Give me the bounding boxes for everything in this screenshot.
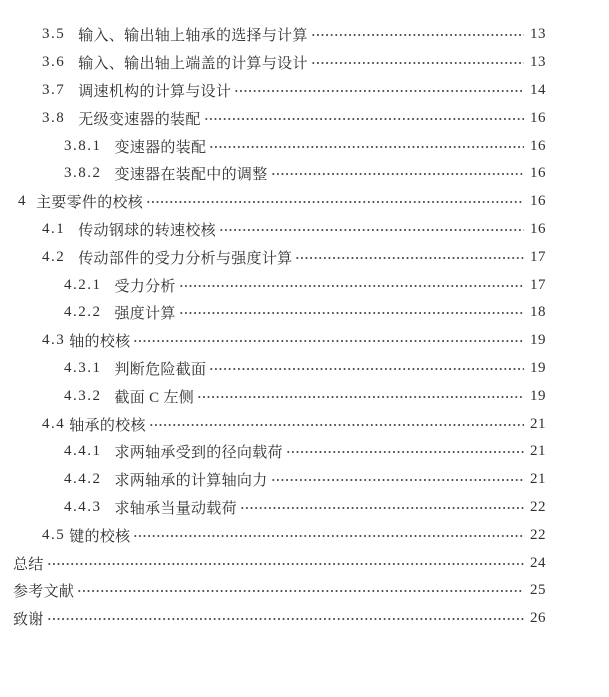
toc-entry[interactable] (0, 494, 546, 522)
entry-title: 键的校核 (69, 528, 131, 545)
entry-number: 3.8 (42, 109, 66, 126)
leader-dots (149, 423, 524, 427)
entry-title: 主要零件的校核 (36, 195, 144, 212)
leader-dots (197, 395, 524, 399)
toc-entry[interactable] (0, 77, 546, 105)
entry-page: 21 (530, 443, 546, 460)
leader-dots (271, 478, 524, 482)
entry-title: 截面 C 左侧 (114, 389, 195, 406)
entry-number: 4.4.3 (64, 498, 102, 515)
entry-title: 判断危险截面 (114, 361, 207, 378)
toc-entry[interactable] (0, 327, 546, 355)
leader-dots (234, 89, 524, 93)
entry-page: 16 (530, 165, 546, 182)
leader-dots (209, 145, 524, 149)
entry-title: 输入、输出轴上端盖的计算与设计 (78, 56, 308, 73)
toc-entry[interactable] (0, 49, 546, 77)
entry-number: 4.3.1 (64, 359, 102, 376)
toc-entry[interactable] (0, 243, 546, 271)
entry-number: 4.2.1 (64, 276, 102, 293)
entry-number: 4.4.1 (64, 443, 102, 460)
toc-entry[interactable] (0, 160, 546, 188)
entry-number: 4.4 (42, 415, 66, 432)
entry-title: 求两轴承的计算轴向力 (114, 473, 268, 490)
toc-entry[interactable] (0, 271, 546, 299)
leader-dots (133, 534, 524, 538)
leader-dots (179, 311, 524, 315)
leader-dots (204, 117, 524, 121)
entry-number: 4.2.2 (64, 304, 102, 321)
entry-title: 变速器在装配中的调整 (114, 167, 268, 184)
entry-title: 总结 (13, 556, 44, 573)
entry-title: 轴承的校核 (69, 417, 146, 434)
toc-entry[interactable] (0, 104, 546, 132)
toc-entry[interactable] (0, 216, 546, 244)
toc-entry[interactable] (0, 549, 546, 577)
toc-list (0, 21, 546, 633)
leader-dots (311, 61, 524, 65)
entry-page: 25 (530, 582, 546, 599)
entry-page: 16 (530, 137, 546, 154)
toc-entry[interactable] (0, 355, 546, 383)
leader-dots (295, 256, 524, 260)
entry-number: 3.7 (42, 81, 66, 98)
entry-title: 求两轴承受到的径向载荷 (114, 445, 283, 462)
toc-entry[interactable] (0, 188, 546, 216)
leader-dots (179, 284, 524, 288)
entry-number: 3.6 (42, 54, 66, 71)
toc-entry[interactable] (0, 605, 546, 633)
toc-entry[interactable] (0, 299, 546, 327)
entry-page: 22 (530, 526, 546, 543)
entry-page: 16 (530, 109, 546, 126)
entry-title: 调速机构的计算与设计 (78, 83, 232, 100)
entry-page: 19 (530, 387, 546, 404)
entry-title: 无级变速器的装配 (78, 111, 201, 128)
entry-number: 4.4.2 (64, 471, 102, 488)
entry-number: 4.2 (42, 248, 66, 265)
entry-page: 13 (530, 26, 546, 43)
entry-number: 4.1 (42, 220, 66, 237)
toc-entry[interactable] (0, 382, 546, 410)
leader-dots (240, 506, 524, 510)
entry-page: 24 (530, 554, 546, 571)
toc-entry[interactable] (0, 132, 546, 160)
entry-page: 13 (530, 54, 546, 71)
entry-page: 21 (530, 415, 546, 432)
toc-entry[interactable] (0, 438, 546, 466)
entry-title: 参考文献 (13, 584, 75, 601)
entry-title: 传动钢球的转速校核 (78, 222, 216, 239)
entry-page: 21 (530, 471, 546, 488)
entry-title: 强度计算 (114, 306, 176, 323)
entry-page: 19 (530, 332, 546, 349)
entry-title: 传动部件的受力分析与强度计算 (78, 250, 293, 267)
entry-page: 16 (530, 220, 546, 237)
entry-page: 17 (530, 248, 546, 265)
entry-number: 4 (18, 193, 27, 210)
entry-title: 致谢 (13, 612, 44, 629)
entry-page: 22 (530, 498, 546, 515)
toc-entry[interactable] (0, 577, 546, 605)
leader-dots (47, 617, 524, 621)
entry-number: 4.3.2 (64, 387, 102, 404)
entry-number: 4.5 (42, 526, 66, 543)
toc-entry[interactable] (0, 466, 546, 494)
leader-dots (271, 172, 524, 176)
leader-dots (219, 228, 524, 232)
entry-number: 3.5 (42, 26, 66, 43)
leader-dots (47, 562, 524, 566)
leader-dots (209, 367, 524, 371)
entry-page: 26 (530, 610, 546, 627)
leader-dots (133, 339, 524, 343)
entry-title: 输入、输出轴上轴承的选择与计算 (78, 28, 308, 45)
leader-dots (146, 200, 524, 204)
entry-page: 19 (530, 359, 546, 376)
entry-title: 求轴承当量动载荷 (114, 500, 237, 517)
entry-number: 3.8.2 (64, 165, 102, 182)
entry-page: 16 (530, 193, 546, 210)
leader-dots (311, 33, 524, 37)
entry-title: 变速器的装配 (114, 139, 207, 156)
entry-title: 轴的校核 (69, 334, 131, 351)
leader-dots (77, 589, 524, 593)
leader-dots (286, 450, 524, 454)
toc-entry[interactable] (0, 21, 546, 49)
entry-number: 4.3 (42, 332, 66, 349)
toc-entry[interactable] (0, 410, 546, 438)
entry-title: 受力分析 (114, 278, 176, 295)
entry-page: 17 (530, 276, 546, 293)
entry-number: 3.8.1 (64, 137, 102, 154)
entry-page: 14 (530, 81, 546, 98)
toc-entry[interactable] (0, 521, 546, 549)
entry-page: 18 (530, 304, 546, 321)
